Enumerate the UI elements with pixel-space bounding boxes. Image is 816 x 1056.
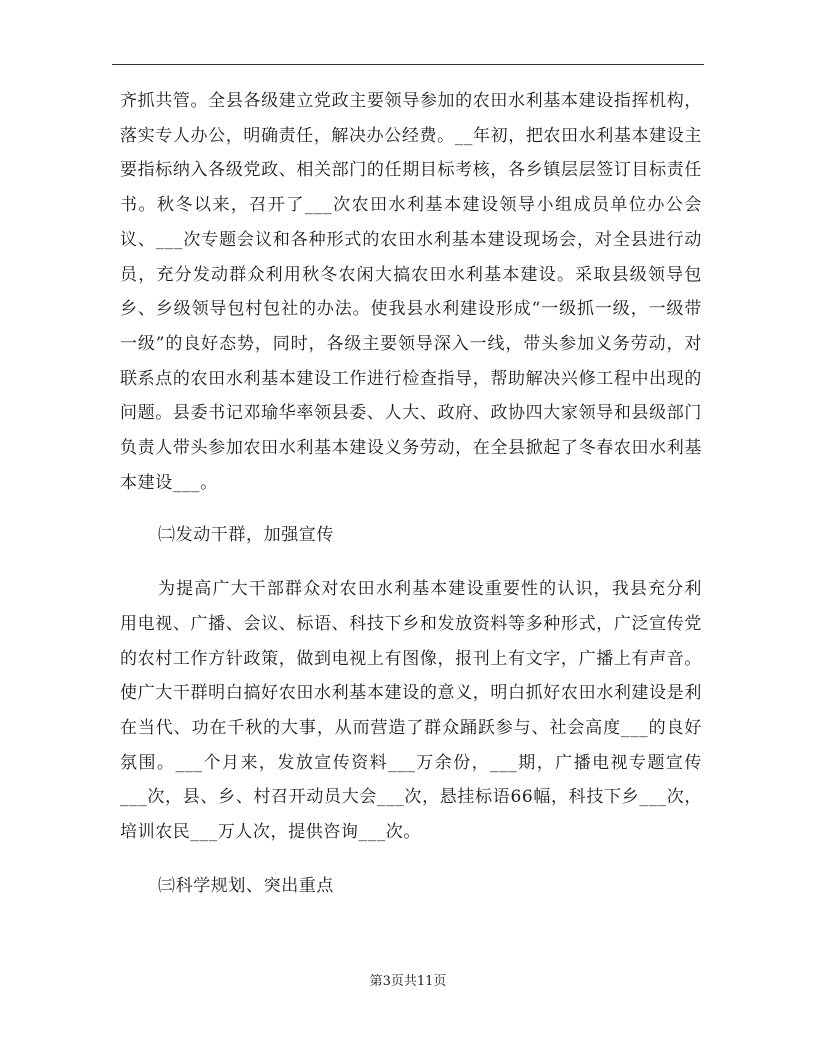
paragraph-publicity: 为提高广大干部群众对农田水利基本建设重要性的认识，我县充分利用电视、广播、会议、标语、科技下乡和发放资料等多种形式，广泛宣传党的农村工作方针政策，做到电视上有图像，报刊上有文字，广播上有声音。使广大干群明白搞好农田水利基本建设的意义，明白抓好农田水利建设是利在当代、功在千秋的大事，从而营造了群众踊跃参与、社会高度___的良好氛围。___个月来，发放宣传资料___万余份，___期，广播电视专题宣传___次，县、乡、村召开动员大会___次，悬挂标语66幅，科技下乡___次，培训农民___万人次，提供咨询___次。 [120,579,702,843]
header-rule [112,64,704,65]
paragraph-continuation: 齐抓共管。全县各级建立党政主要领导参加的农田水利基本建设指挥机构，落实专人办公，明确责任，解决办公经费。__年初，把农田水利基本建设主要指标纳入各级党政、相关部门的任期目标考核，各乡镇层层签订目标责任书。秋冬以来，召开了___次农田水利基本建设领导小组成员单位办公会议、___次专题会议和各种形式的农田水利基本建设现场会，对全县进行动员，充分发动群众利用秋冬农闲大搞农田水利基本建设。采取县级领导包乡、乡级领导包村包社的办法。使我县水利建设形成“一级抓一级，一级带一级”的良好态势，同时，各级主要领导深入一线，带头参加义务劳动，对联系点的农田水利基本建设工作进行检查指导，帮助解决兴修工程中出现的问题。县委书记邓瑜华率领县委、人大、政府、政协四大家领导和县级部门负责人带头参加农田水利基本建设义务劳动，在全县掀起了冬春农田水利基本建设___。 [120,91,702,493]
section-heading-2: ㈡发动干群，加强宣传 [158,525,334,546]
section-heading-3: ㈢科学规划、突出重点 [158,875,334,896]
document-body [120,84,702,903]
page-number-footer: 第3页共11页 [369,974,447,989]
